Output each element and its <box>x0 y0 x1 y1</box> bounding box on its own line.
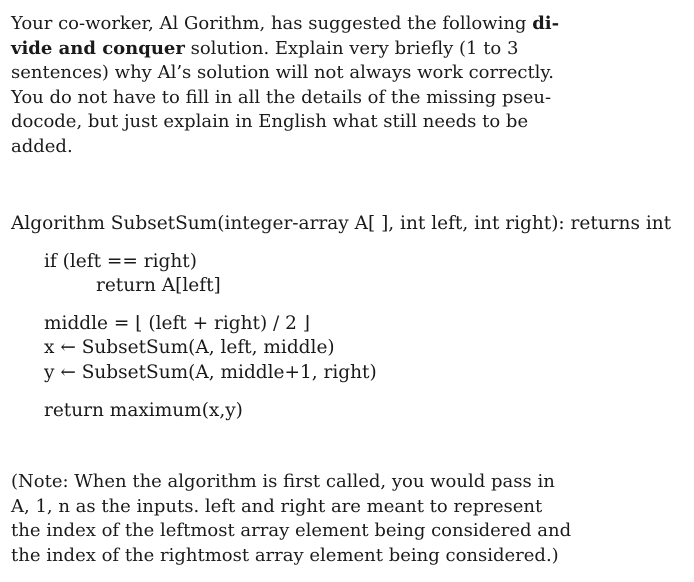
intro-line-2 <box>11 37 541 62</box>
algorithm-signature: Algorithm SubsetSum(integer-array A[ ], int left, int right): returns int <box>11 213 672 234</box>
intro-line-1 <box>11 12 560 37</box>
note-line-3: the index of the leftmost array element being considered and <box>11 520 572 541</box>
intro-line-2-text: solution. Explain very briefly (1 to 3 <box>184 37 519 59</box>
algorithm-x-line: x ← SubsetSum(A, left, middle) <box>44 337 335 358</box>
intro-line-1-bold: di- <box>532 13 560 34</box>
intro-paragraph <box>11 12 560 159</box>
intro-line-1-text: Your co-worker, Al Gorithm, has suggested the following <box>11 13 533 34</box>
intro-line-2-bold: vide and conquer <box>11 37 185 59</box>
note-line-4: the index of the rightmost array element being considered.) <box>11 544 559 566</box>
algorithm-return-left: return A[left] <box>96 275 221 296</box>
algorithm-if-line: if (left == right) <box>44 251 197 272</box>
algorithm-return-max: return maximum(x,y) <box>44 400 243 421</box>
intro-line-4: You do not have to fill in all the details of the missing pseu- <box>11 86 552 108</box>
algorithm-middle-line: middle = ⌊ (left + right) / 2 ⌋ <box>44 313 311 334</box>
intro-line-6: added. <box>11 135 73 157</box>
note-line-2: A, 1, n as the inputs. left and right are meant to represent <box>11 495 543 517</box>
intro-line-5: docode, but just explain in English what still needs to be <box>11 111 529 132</box>
algorithm-y-line: y ← SubsetSum(A, middle+1, right) <box>44 362 377 383</box>
note-paragraph <box>11 470 572 568</box>
note-line-1: (Note: When the algorithm is first called, you would pass in <box>11 471 555 492</box>
intro-line-3: sentences) why Al’s solution will not always work correctly. <box>11 62 554 83</box>
